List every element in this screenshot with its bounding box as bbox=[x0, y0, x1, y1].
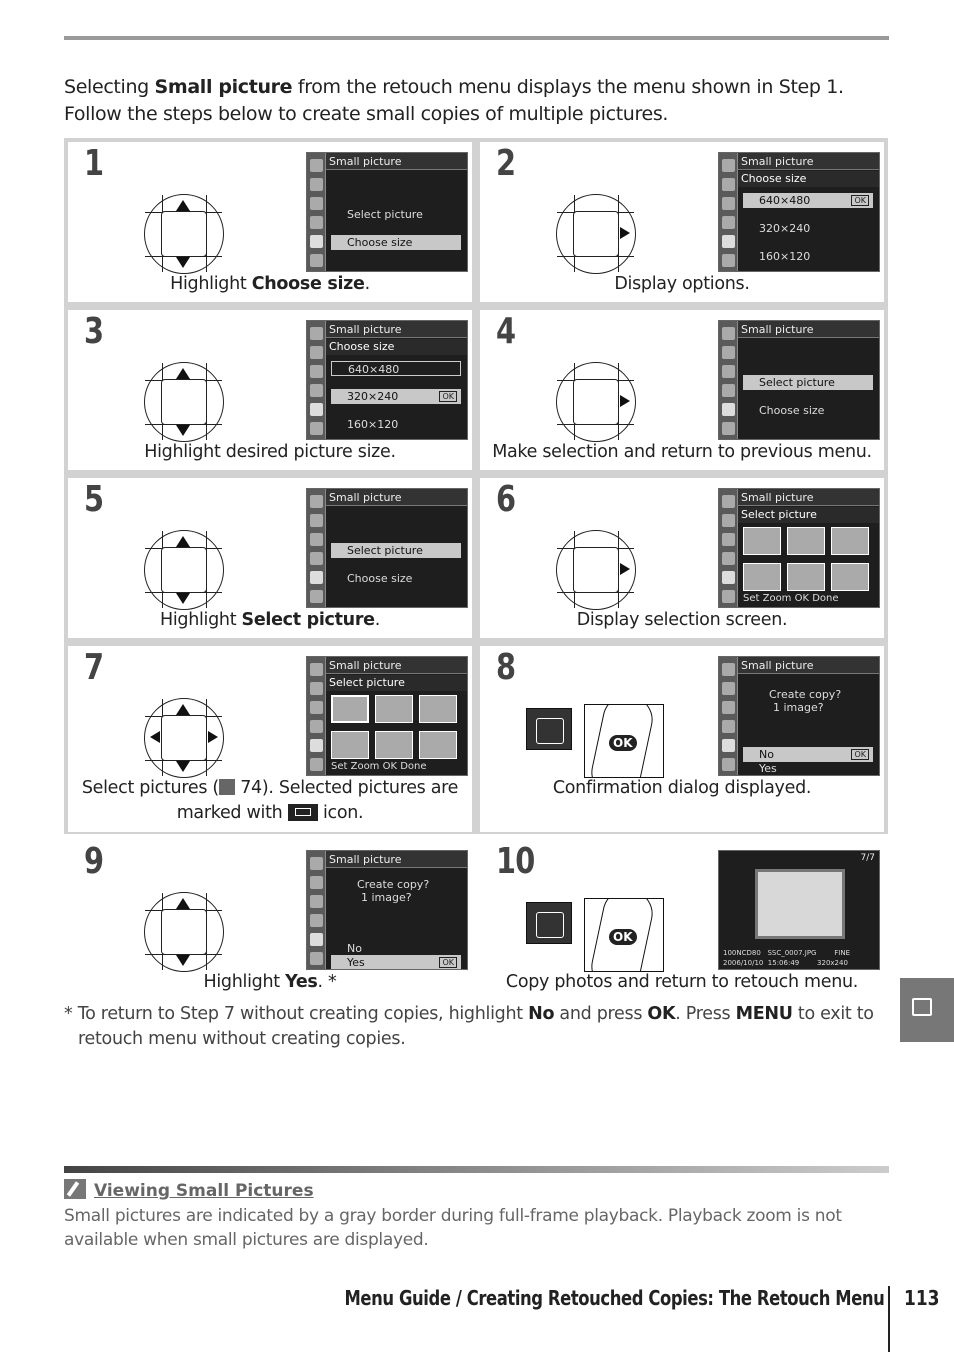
step-caption: Copy photos and return to retouch menu. bbox=[505, 972, 859, 992]
camera-icon bbox=[526, 708, 572, 750]
footnote: * To return to Step 7 without creating copies, highlight No and press OK. Press MENU to exit to retouch menu without creating copies. bbox=[64, 1004, 874, 1049]
step-number: 1 bbox=[84, 143, 104, 184]
step-caption: Make selection and return to previous menu. bbox=[492, 442, 872, 462]
step-caption: Highlight desired picture size. bbox=[144, 442, 396, 462]
step-number: 4 bbox=[496, 311, 516, 352]
page-number: 113 bbox=[904, 1286, 940, 1310]
step-number: 7 bbox=[84, 647, 104, 688]
multi-selector-icon bbox=[556, 362, 636, 442]
lcd-menu: Small picture Select picture Choose size bbox=[306, 152, 468, 272]
note-rule bbox=[64, 1166, 889, 1173]
step-number: 8 bbox=[496, 647, 516, 688]
step-caption: Confirmation dialog displayed. bbox=[552, 778, 812, 798]
retouch-section-tab bbox=[900, 978, 954, 1042]
step-caption: Highlight Choose size. bbox=[170, 274, 370, 294]
ok-button-illustration: OK bbox=[584, 898, 664, 972]
lcd-thumbnails: Small picture Select picture Set Zoom OK Done bbox=[718, 488, 880, 608]
step-caption: Display options. bbox=[614, 274, 750, 294]
lcd-menu: Small picture Choose size 640×480 OK 320×240 160×120 bbox=[718, 152, 880, 272]
step-number: 3 bbox=[84, 311, 104, 352]
top-rule bbox=[64, 36, 889, 40]
lcd-menu: Small picture Select picture Choose size bbox=[718, 320, 880, 440]
multi-selector-icon bbox=[144, 698, 224, 778]
step-number: 2 bbox=[496, 143, 516, 184]
lcd-menu: Small picture Choose size 640×480 320×240 OK 160×120 bbox=[306, 320, 468, 440]
step-10 bbox=[480, 840, 884, 998]
step-caption: Highlight Select picture. bbox=[159, 610, 381, 630]
ok-button-illustration: OK bbox=[584, 704, 664, 778]
step-2 bbox=[480, 142, 884, 302]
footer-divider bbox=[888, 1286, 890, 1352]
selected-marker-icon bbox=[288, 804, 318, 821]
retouch-icon bbox=[912, 998, 932, 1016]
step-number: 6 bbox=[496, 479, 516, 520]
step-1 bbox=[68, 142, 472, 302]
lcd-playback: 7/7 100NCD80 SSC_0007.JPG FINE 2006/10/10 15:06:49 320x240 bbox=[718, 850, 880, 970]
multi-selector-icon bbox=[556, 530, 636, 610]
page-reference-icon bbox=[219, 779, 235, 795]
lcd-dialog: Small picture Create copy? 1 image? No Yes OK bbox=[306, 850, 468, 970]
footer-section-title: Menu Guide / Creating Retouched Copies: The Retouch Menu bbox=[344, 1286, 884, 1310]
step-3 bbox=[68, 310, 472, 470]
step-6 bbox=[480, 478, 884, 638]
step-caption: Display selection screen. bbox=[576, 610, 788, 630]
steps-grid bbox=[64, 138, 888, 992]
step-7 bbox=[68, 646, 472, 832]
step-caption: Select pictures ( 74). Selected pictures are marked with icon. bbox=[81, 778, 459, 823]
lcd-menu: Small picture Select picture Choose size bbox=[306, 488, 468, 608]
note-body: Small pictures are indicated by a gray border during full-frame playback. Playback zoom is not available when small pictures are displayed. bbox=[64, 1206, 842, 1250]
lcd-thumbnails: Small picture Select picture Set Zoom OK Done bbox=[306, 656, 468, 776]
step-number: 5 bbox=[84, 479, 104, 520]
note-heading: Viewing Small Pictures bbox=[64, 1178, 314, 1204]
step-5 bbox=[68, 478, 472, 638]
multi-selector-icon bbox=[144, 892, 224, 972]
multi-selector-icon bbox=[556, 194, 636, 274]
step-4 bbox=[480, 310, 884, 470]
step-number: 9 bbox=[84, 841, 104, 882]
lcd-dialog: Small picture Create copy? 1 image? No OK Yes bbox=[718, 656, 880, 776]
step-caption: Highlight Yes. * bbox=[203, 972, 337, 992]
small-picture-photo bbox=[755, 869, 845, 939]
intro-paragraph: Selecting Small picture from the retouch menu displays the menu shown in Step 1. Follow the steps below to create small copies of multiple pictures. bbox=[64, 76, 844, 125]
step-8 bbox=[480, 646, 884, 832]
multi-selector-icon bbox=[144, 362, 224, 442]
pencil-note-icon bbox=[64, 1179, 86, 1199]
step-9 bbox=[68, 840, 472, 998]
multi-selector-icon bbox=[144, 530, 224, 610]
multi-selector-icon bbox=[144, 194, 224, 274]
camera-icon bbox=[526, 902, 572, 944]
step-number: 10 bbox=[496, 841, 535, 882]
